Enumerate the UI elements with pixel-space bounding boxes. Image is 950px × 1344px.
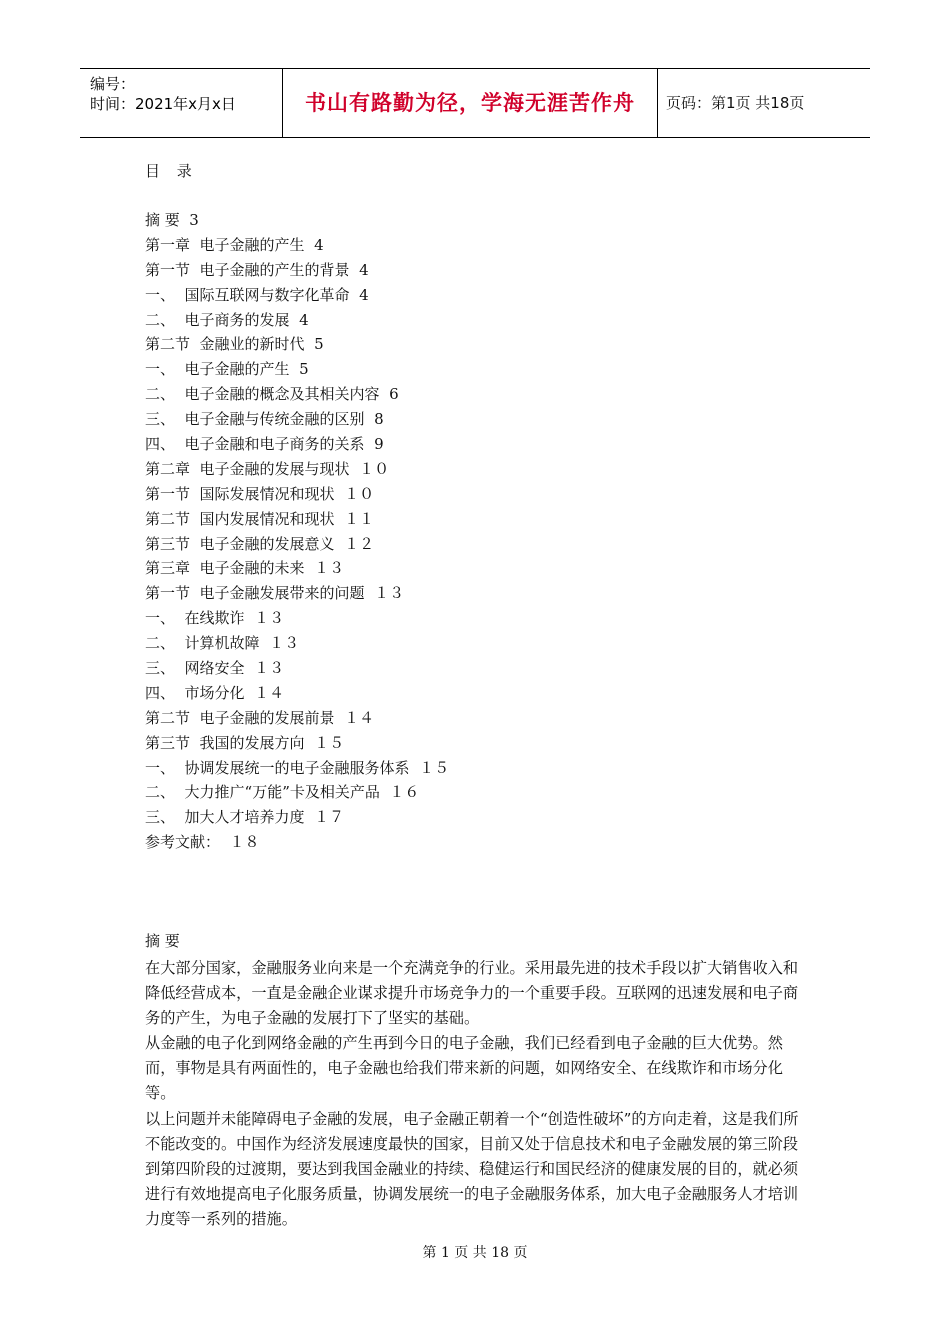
abstract-paragraph: 从金融的电子化到网络金融的产生再到今日的电子金融，我们已经看到电子金融的巨大优势。然而，事物是具有两面性的，电子金融也给我们带来新的问题，如网络安全、在线欺诈和市场分化等。 xyxy=(145,1034,783,1103)
document-date-label: 时间：2021年x月x日 xyxy=(90,95,236,113)
toc-item: 第三章 电子金融的未来 １３ xyxy=(145,559,345,578)
document-number-label: 编号： xyxy=(90,75,136,93)
abstract-paragraph: 以上问题并未能障碍电子金融的发展，电子金融正朝着一个“创造性破坏”的方向走着，这是我们所不能改变的。中国作为经济发展速度最快的国家，目前又处于信息技术和电子金融发展的第三阶段到第四阶段的过渡期，要达到我国金融业的持续、稳健运行和国民经济的健康发展的目的，就必须进行有效地提高电子化服务质量，协调发展统一的电子金融服务体系，加大电子金融服务人才培训力度等一系列的措施。 xyxy=(145,1109,799,1228)
toc-item: 二、 电子商务的发展 4 xyxy=(145,310,309,329)
toc-item: 三、 网络安全 １３ xyxy=(145,659,285,678)
toc-item: 参考文献： １８ xyxy=(145,833,260,852)
toc-item: 四、 市场分化 １４ xyxy=(145,683,285,702)
page-footer: 第 1 页 共 18 页 xyxy=(422,1245,528,1261)
toc-item: 第一节 电子金融发展带来的问题 １３ xyxy=(145,584,405,603)
toc-item: 二、 电子金融的概念及其相关内容 6 xyxy=(145,385,399,404)
header-page-info: 页码：第1页 共18页 xyxy=(666,94,805,112)
toc-item: 第一节 电子金融的产生的背景 4 xyxy=(145,260,369,279)
toc-item: 一、 国际互联网与数字化革命 4 xyxy=(145,285,369,304)
table-of-contents xyxy=(145,208,449,855)
page-header xyxy=(80,68,870,138)
header-slogan: 书山有路勤为径，学海无涯苦作舟 xyxy=(283,69,658,137)
toc-item: 第二章 电子金融的发展与现状 １０ xyxy=(145,459,390,478)
toc-item: 第二节 电子金融的发展前景 １４ xyxy=(145,708,375,727)
toc-item: 一、 电子金融的产生 5 xyxy=(145,360,309,379)
toc-item: 第三节 电子金融的发展意义 １２ xyxy=(145,534,375,553)
toc-item: 摘 要 3 xyxy=(145,211,199,229)
toc-item: 二、 计算机故障 １３ xyxy=(145,634,300,653)
toc-item: 第二节 金融业的新时代 5 xyxy=(145,335,324,354)
abstract-heading: 摘 要 xyxy=(145,932,180,950)
toc-item: 第二节 国内发展情况和现状 １１ xyxy=(145,509,375,528)
toc-item: 三、 电子金融与传统金融的区别 8 xyxy=(145,410,384,429)
abstract-paragraph: 在大部分国家，金融服务业向来是一个充满竞争的行业。采用最先进的技术手段以扩大销售收入和降低经营成本，一直是金融企业谋求提升市场竞争力的一个重要手段。互联网的迅速发展和电子商务的产生，为电子金融的发展打下了坚实的基础。 xyxy=(145,959,799,1028)
abstract-body xyxy=(145,956,810,1232)
toc-item: 第一节 国际发展情况和现状 １０ xyxy=(145,484,375,503)
toc-title: 目 录 xyxy=(145,162,198,180)
toc-item: 二、 大力推广“万能”卡及相关产品 １６ xyxy=(145,783,420,802)
toc-item: 四、 电子金融和电子商务的关系 9 xyxy=(145,435,384,454)
toc-item: 第三节 我国的发展方向 １５ xyxy=(145,733,345,752)
toc-item: 三、 加大人才培养力度 １７ xyxy=(145,808,345,827)
toc-item: 第一章 电子金融的产生 4 xyxy=(145,235,324,254)
toc-item: 一、 在线欺诈 １３ xyxy=(145,609,285,628)
toc-item: 一、 协调发展统一的电子金融服务体系 １５ xyxy=(145,758,450,777)
header-meta xyxy=(80,69,283,137)
